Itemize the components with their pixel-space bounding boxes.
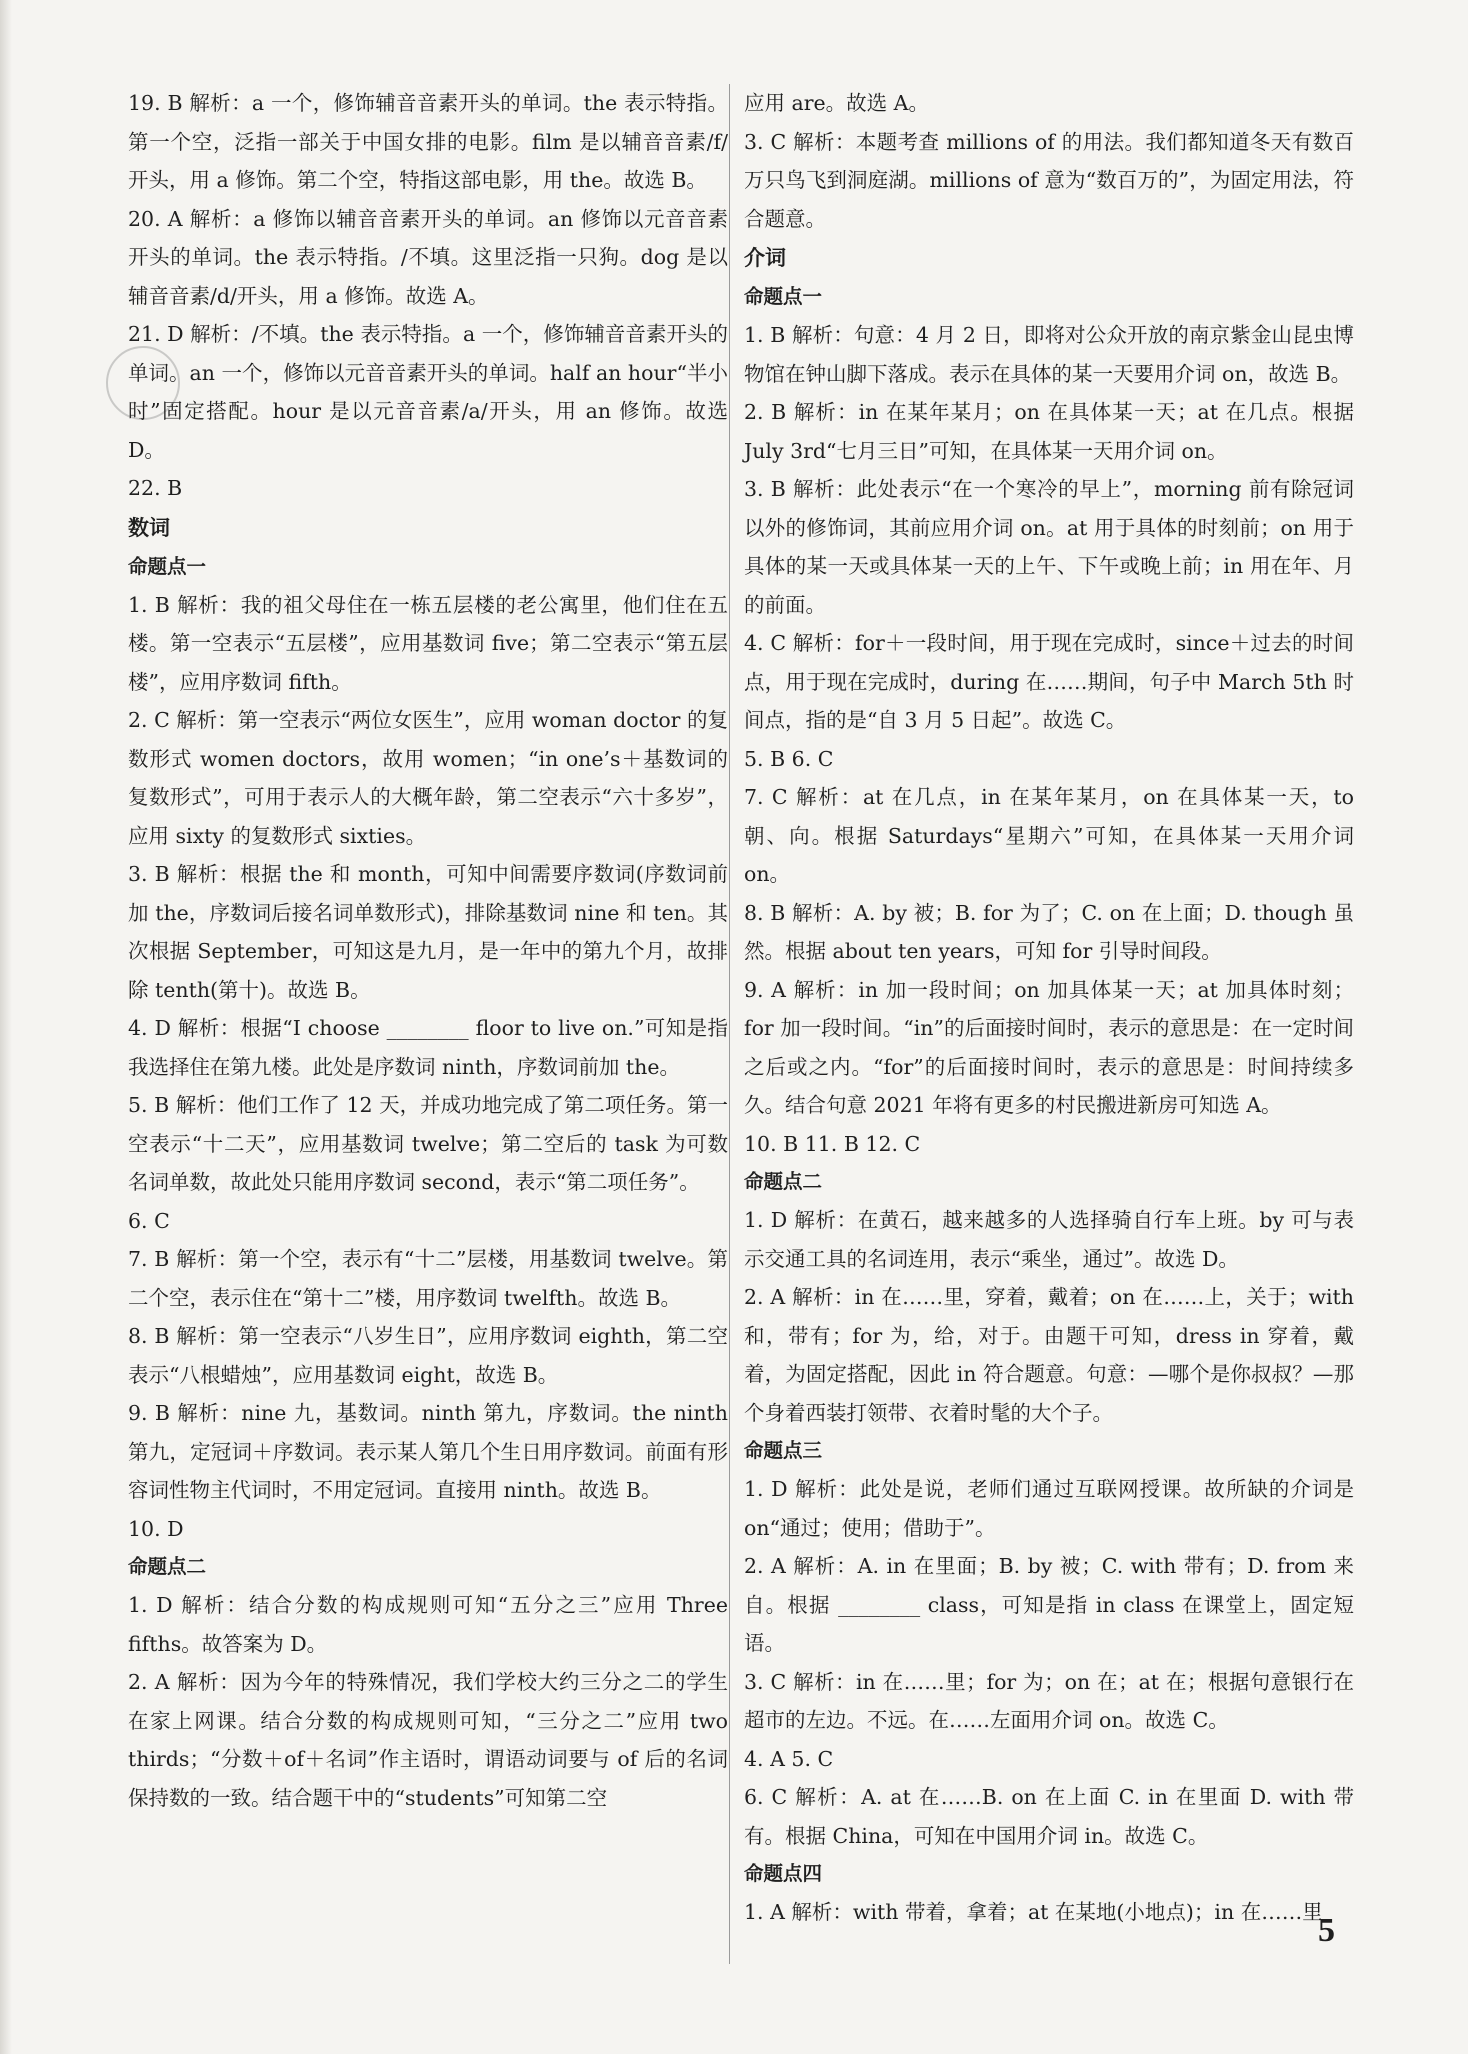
answer-entry: 7. C 解析：at 在几点，in 在某年某月，on 在具体某一天，to 朝、向。根据 Saturdays“星期六”可知，在具体某一天用介词 on。 [744,785,1354,886]
section-heading: 介词 [744,246,786,270]
answer-entry: 4. C 解析：for＋一段时间，用于现在完成时，since＋过去的时间点，用于现在完成时，during 在……期间，句子中 March 5th 时间点，指的是“自 3 月 5 日起”。故选 C。 [744,631,1354,732]
page-edge-shadow [0,0,12,2054]
answer-entry: 3. B 解析：根据 the 和 month，可知中间需要序数词(序数词前加 the，序数词后接名词单数形式)，排除基数词 nine 和 ten。其次根据 September，可知这是九月，是一年中的第九个月，故排除 tenth(第十)。故选 B。 [128,862,728,1002]
answer-entry: 2. C 解析：第一空表示“两位女医生”，应用 woman doctor 的复数形式 women doctors，故用 women；“in one’s＋基数词的复数形式”，可用于表示人的大概年龄，第二空表示“六十多岁”，应用 sixty 的复数形式 sixties。 [128,708,728,848]
answer-entry: 8. B 解析：A. by 被；B. for 为了；C. on 在上面；D. though 虽然。根据 about ten years，可知 for 引导时间段。 [744,900,1354,963]
right-column [744,84,1354,1932]
answer-entry: 10. D [128,1516,184,1541]
subsection-heading: 命题点三 [744,1439,823,1462]
answer-entry: 1. D 解析：此处是说，老师们通过互联网授课。故所缺的介词是 on“通过；使用；借助于”。 [744,1477,1354,1540]
answer-entry: 9. B 解析：nine 九，基数词。ninth 第九，序数词。the ninth 第九，定冠词＋序数词。表示某人第几个生日用序数词。前面有形容词性物主代词时，不用定冠词。直接用 ninth。故选 B。 [128,1401,728,1502]
answer-entry: 1. D 解析：结合分数的构成规则可知“五分之三”应用 Three fifths。故答案为 D。 [128,1593,728,1656]
answer-entry: 1. A 解析：with 带着，拿着；at 在某地(小地点)；in 在……里 [744,1900,1323,1924]
subsection-heading: 命题点四 [744,1862,823,1885]
subsection-heading: 命题点一 [744,285,823,308]
column-divider [729,84,730,1964]
answer-entry: 21. D 解析：/不填。the 表示特指。a 一个，修饰辅音音素开头的单词。an 一个，修饰以元音音素开头的单词。half an hour“半小时”固定搭配。hour 是以元音音素/a/开头，用 an 修饰。故选 D。 [128,322,728,462]
answer-entry: 3. B 解析：此处表示“在一个寒冷的早上”，morning 前有除冠词以外的修饰词，其前应用介词 on。at 用于具体的时刻前；on 用于具体的某一天或具体某一天的上午、下午或晚上前；in 用在年、月的前面。 [744,477,1354,617]
answer-entry: 2. A 解析：in 在……里，穿着，戴着；on 在……上，关于；with 和，带有；for 为，给，对于。由题干可知，dress in 穿着，戴着，为固定搭配，因此 in 符合题意。句意：—哪个是你叔叔？—那个身着西装打领带、衣着时髦的大个子。 [744,1285,1354,1425]
answer-entry: 6. C [128,1208,170,1233]
answer-entry: 20. A 解析：a 修饰以辅音音素开头的单词。an 修饰以元音音素开头的单词。the 表示特指。/不填。这里泛指一只狗。dog 是以辅音音素/d/开头，用 a 修饰。故选 A。 [128,206,728,308]
answer-entry: 3. C 解析：本题考查 millions of 的用法。我们都知道冬天有数百万只鸟飞到洞庭湖。millions of 意为“数百万的”，为固定用法，符合题意。 [744,129,1354,231]
answer-entry: 2. B 解析：in 在某年某月；on 在具体某一天；at 在几点。根据 July 3rd“七月三日”可知，在具体某一天用介词 on。 [744,400,1354,463]
answer-entry: 1. B 解析：句意：4 月 2 日，即将对公众开放的南京紫金山昆虫博物馆在钟山脚下落成。表示在具体的某一天要用介词 on，故选 B。 [744,323,1354,386]
answer-entry: 7. B 解析：第一个空，表示有“十二”层楼，用基数词 twelve。第二个空，表示住在“第十二”楼，用序数词 twelfth。故选 B。 [128,1247,728,1310]
answer-entry: 4. A 5. C [744,1746,834,1771]
answer-entry: 8. B 解析：第一空表示“八岁生日”，应用序数词 eighth，第二空表示“八根蜡烛”，应用基数词 eight，故选 B。 [128,1324,728,1387]
answer-entry: 9. A 解析：in 加一段时间；on 加具体某一天；at 加具体时刻；for 加一段时间。“in”的后面接时间时，表示的意思是：在一定时间之后或之内。“for”的后面接时间时，表示的意思是：时间持续多久。结合句意 2021 年将有更多的村民搬进新房可知选 A。 [744,977,1354,1117]
answer-entry: 22. B [128,476,183,500]
subsection-heading: 命题点二 [128,1555,207,1578]
answer-entry: 5. B 6. C [744,746,834,771]
answer-entry: 2. A 解析：A. in 在里面；B. by 被；C. with 带有；D. from 来自。根据 ________ class，可知是指 in class 在课堂上，固定短语。 [744,1554,1354,1655]
answer-entry: 1. D 解析：在黄石，越来越多的人选择骑自行车上班。by 可与表示交通工具的名词连用，表示“乘坐，通过”。故选 D。 [744,1208,1354,1271]
page-number: 5 [1318,1912,1335,1949]
answer-entry: 6. C 解析：A. at 在……B. on 在上面 C. in 在里面 D. with 带有。根据 China，可知在中国用介词 in。故选 C。 [744,1785,1354,1848]
answer-entry: 4. D 解析：根据“I choose ________ floor to live on.”可知是指我选择住在第九楼。此处是序数词 ninth，序数词前加 the。 [128,1016,728,1079]
subsection-heading: 命题点二 [744,1170,823,1193]
left-column [128,84,728,1817]
answer-entry: 应用 are。故选 A。 [744,91,929,115]
answer-entry: 2. A 解析：因为今年的特殊情况，我们学校大约三分之二的学生在家上网课。结合分数的构成规则可知，“三分之二”应用 two thirds；“分数＋of＋名词”作主语时，谓语动词要与 of 后的名词保持数的一致。结合题干中的“students”可知第二空 [128,1670,728,1810]
answer-entry: 5. B 解析：他们工作了 12 天，并成功地完成了第二项任务。第一空表示“十二天”，应用基数词 twelve；第二空后的 task 为可数名词单数，故此处只能用序数词 second，表示“第二项任务”。 [128,1093,728,1194]
answer-entry: 19. B 解析：a 一个，修饰辅音音素开头的单词。the 表示特指。第一个空，泛指一部关于中国女排的电影。film 是以辅音音素/f/开头，用 a 修饰。第二个空，特指这部电影，用 the。故选 B。 [128,91,728,192]
subsection-heading: 命题点一 [128,554,207,578]
section-heading: 数词 [128,515,170,540]
answer-entry: 10. B 11. B 12. C [744,1131,921,1156]
answer-entry: 3. C 解析：in 在……里；for 为；on 在；at 在；根据句意银行在超市的左边。不远。在……左面用介词 on。故选 C。 [744,1669,1354,1732]
answer-entry: 1. B 解析：我的祖父母住在一栋五层楼的老公寓里，他们住在五楼。第一空表示“五层楼”，应用基数词 five；第二空表示“第五层楼”，应用序数词 fifth。 [128,592,728,694]
